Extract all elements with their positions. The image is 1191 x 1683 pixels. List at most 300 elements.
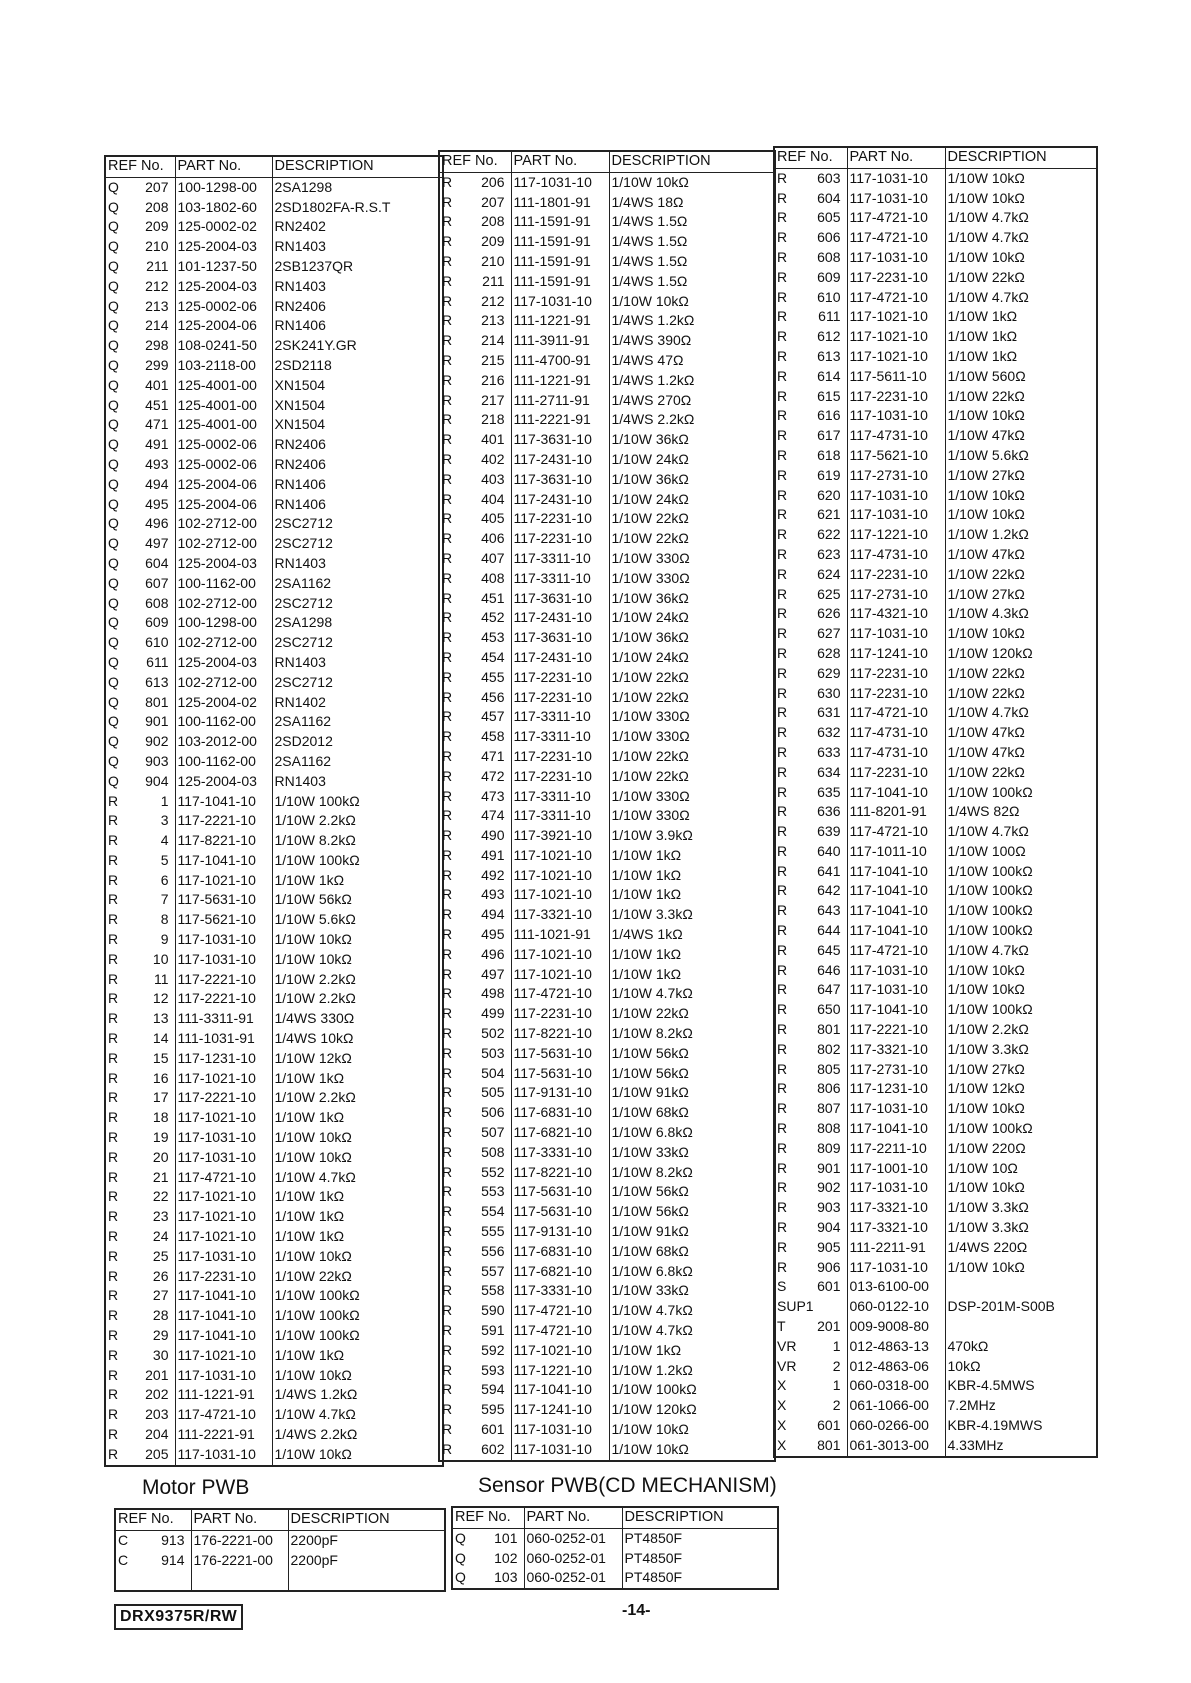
part-number-cell: 117-2231-10 <box>511 1004 609 1024</box>
table-row <box>774 1357 1097 1377</box>
ref-number: 632 <box>817 724 841 741</box>
table-row <box>105 613 443 633</box>
ref-prefix: R <box>108 871 119 888</box>
ref-number: 299 <box>145 356 169 373</box>
description-cell: 1/4WS 390Ω <box>611 332 692 349</box>
ref-cell <box>105 1049 175 1069</box>
table-row <box>105 1326 443 1346</box>
part-number-cell: 117-1241-10 <box>847 644 945 664</box>
table-row <box>439 1242 775 1262</box>
ref-cell <box>105 653 175 673</box>
ref-cell <box>774 1099 847 1119</box>
part-number-cell: 117-4721-10 <box>511 984 609 1004</box>
ref-number: 640 <box>817 842 841 859</box>
part-number-cell: 117-2231-10 <box>847 565 945 585</box>
part-number-cell: 117-2211-10 <box>847 1139 945 1159</box>
ref-cell <box>105 376 175 396</box>
part-number-cell: 111-1801-91 <box>511 193 609 213</box>
description-cell: 1/10W 4.7kΩ <box>611 1322 693 1339</box>
ref-number: 630 <box>817 684 841 701</box>
ref-number: 903 <box>145 752 169 769</box>
ref-number: 628 <box>817 644 841 661</box>
ref-prefix: R <box>777 1060 788 1077</box>
part-number-cell: 117-1041-10 <box>175 1326 272 1346</box>
ref-number: 611 <box>146 653 169 670</box>
ref-prefix: Q <box>108 436 119 453</box>
description-cell: 1/10W 330Ω <box>611 549 690 566</box>
description-cell: XN1504 <box>274 396 326 413</box>
ref-number: 402 <box>481 450 505 467</box>
part-number-cell: 111-2221-91 <box>511 410 609 430</box>
ref-prefix: Q <box>108 317 119 334</box>
part-number-cell: 061-1066-00 <box>847 1396 945 1416</box>
description-cell: 1/10W 330Ω <box>611 569 690 586</box>
table-row <box>105 177 443 197</box>
part-number-cell: 117-1021-10 <box>511 965 609 985</box>
part-number-cell: 117-1021-10 <box>511 846 609 866</box>
ref-cell <box>774 604 847 624</box>
table-header <box>452 1507 778 1528</box>
part-number-cell: 111-3311-91 <box>175 1009 272 1029</box>
part-number-cell: 111-8201-91 <box>847 802 945 822</box>
table-row <box>439 826 775 846</box>
ref-prefix: Q <box>108 396 119 413</box>
ref-number: 613 <box>145 673 169 690</box>
part-number-cell: 117-2231-10 <box>511 529 609 549</box>
ref-number: 214 <box>145 317 169 334</box>
description-cell: 1/10W 68kΩ <box>611 1242 689 1259</box>
ref-number: 601 <box>817 1417 841 1433</box>
part-number-cell: 060-0252-01 <box>524 1528 622 1548</box>
ref-prefix: R <box>108 812 119 829</box>
ref-cell <box>105 673 175 693</box>
description-cell: 1/10W 27kΩ <box>947 466 1025 483</box>
ref-prefix: R <box>108 891 119 908</box>
part-number-cell: 117-1031-10 <box>847 1099 945 1119</box>
ref-cell <box>439 410 511 430</box>
ref-number: 904 <box>817 1219 841 1236</box>
description-cell: 1/10W 10kΩ <box>611 173 689 190</box>
ref-number: 21 <box>152 1168 169 1185</box>
description-cell: 1/10W 4.7kΩ <box>947 941 1029 958</box>
ref-cell <box>774 624 847 644</box>
ref-number: 15 <box>152 1049 169 1066</box>
ref-cell <box>439 1301 511 1321</box>
part-number-cell: 012-4863-06 <box>847 1357 945 1377</box>
ref-cell <box>774 307 847 327</box>
part-number-cell: 125-2004-03 <box>175 772 272 792</box>
table-row <box>439 351 775 371</box>
table-row <box>774 406 1097 426</box>
ref-number: 506 <box>481 1104 505 1121</box>
ref-prefix: Q <box>108 495 119 512</box>
description-cell: 1/10W 1kΩ <box>274 1346 345 1363</box>
table-row <box>439 628 775 648</box>
description-cell: 1/10W 4.3kΩ <box>947 605 1029 622</box>
table-row <box>439 846 775 866</box>
ref-prefix: R <box>777 803 788 820</box>
ref-header: REF No. <box>115 1509 191 1530</box>
description-cell: 1/10W 22kΩ <box>611 1005 689 1022</box>
part-number-cell: 117-4731-10 <box>847 426 945 446</box>
ref-number: 492 <box>481 866 505 883</box>
part-number-cell: 100-1162-00 <box>175 712 272 732</box>
table-row <box>439 1380 775 1400</box>
ref-cell <box>439 589 511 609</box>
ref-cell <box>774 268 847 288</box>
ref-prefix: R <box>777 446 788 463</box>
ref-prefix: R <box>777 466 788 483</box>
ref-prefix: Q <box>108 574 119 591</box>
ref-prefix: R <box>777 308 788 325</box>
description-cell: 1/10W 47kΩ <box>947 427 1025 444</box>
table-row <box>439 1202 775 1222</box>
ref-number: 605 <box>817 209 841 226</box>
ref-number: 103 <box>494 1569 518 1586</box>
table-row <box>774 901 1097 921</box>
description-cell: 2SA1162 <box>274 713 332 730</box>
ref-prefix: R <box>108 1426 119 1442</box>
table-row <box>774 208 1097 228</box>
part-number-cell: 125-2004-06 <box>175 316 272 336</box>
part-number-cell: 111-1021-91 <box>511 925 609 945</box>
ref-cell <box>774 743 847 763</box>
table-row <box>105 1366 443 1386</box>
ref-prefix: Q <box>108 198 119 215</box>
part-header: PART No. <box>191 1509 288 1530</box>
ref-cell <box>774 1000 847 1020</box>
part-number-cell: 117-4731-10 <box>847 545 945 565</box>
description-cell: 2SC2712 <box>274 515 333 532</box>
table-row <box>774 565 1097 585</box>
ref-cell <box>105 1128 175 1148</box>
part-number-cell: 117-3331-10 <box>511 1281 609 1301</box>
desc-header: DESCRIPTION <box>945 147 1097 168</box>
description-cell: 1/4WS 330Ω <box>274 1010 355 1027</box>
ref-prefix: R <box>442 292 453 309</box>
part-number-cell: 012-4863-13 <box>847 1337 945 1357</box>
ref-prefix: R <box>108 1346 119 1363</box>
ref-prefix: R <box>442 708 453 725</box>
ref-number: 507 <box>481 1124 505 1141</box>
ref-prefix: R <box>777 684 788 701</box>
ref-number: 209 <box>481 233 505 250</box>
ref-prefix: R <box>108 1208 119 1225</box>
description-cell: 10kΩ <box>947 1357 981 1374</box>
ref-cell <box>439 490 511 510</box>
description-cell: 1/10W 36kΩ <box>611 589 689 606</box>
ref-prefix: R <box>442 1223 453 1240</box>
ref-header: REF No. <box>105 156 175 177</box>
ref-prefix: R <box>442 1421 453 1437</box>
part-number-cell: 117-1021-10 <box>511 866 609 886</box>
ref-cell <box>439 193 511 213</box>
table-row <box>105 772 443 792</box>
ref-number: 18 <box>152 1109 169 1126</box>
description-cell: 1/10W 22kΩ <box>274 1267 352 1284</box>
ref-number: 24 <box>152 1228 169 1245</box>
part-number-cell: 117-1041-10 <box>175 792 272 812</box>
ref-prefix: R <box>777 486 788 503</box>
description-cell <box>945 1317 1097 1337</box>
ref-number: 643 <box>817 902 841 919</box>
ref-prefix: R <box>777 1021 788 1038</box>
part-number-cell: 111-1591-91 <box>511 272 609 292</box>
part-number-cell: 117-6831-10 <box>511 1242 609 1262</box>
ref-number: 201 <box>817 1318 841 1335</box>
ref-prefix: R <box>442 1361 453 1378</box>
ref-prefix: R <box>442 1203 453 1220</box>
ref-cell <box>439 1064 511 1084</box>
ref-cell <box>105 1425 175 1445</box>
description-cell: 2SD2012 <box>274 733 333 750</box>
ref-cell <box>105 1286 175 1306</box>
description-cell: 1/10W 100kΩ <box>947 882 1033 899</box>
table-row <box>439 1262 775 1282</box>
ref-prefix: R <box>108 990 119 1007</box>
part-number-cell: 125-0002-06 <box>175 455 272 475</box>
ref-prefix: R <box>442 569 453 586</box>
ref-cell <box>105 1227 175 1247</box>
part-number-cell: 117-3311-10 <box>511 727 609 747</box>
description-cell: 1/10W 2.2kΩ <box>274 970 356 987</box>
ref-prefix: R <box>442 173 453 190</box>
part-number-cell: 117-9131-10 <box>511 1222 609 1242</box>
part-number-cell: 117-1031-10 <box>175 1128 272 1148</box>
description-cell <box>288 1570 445 1591</box>
part-number-cell: 117-1031-10 <box>847 961 945 981</box>
description-cell: 1/4WS 1kΩ <box>611 926 683 943</box>
ref-cell <box>439 628 511 648</box>
desc-header: DESCRIPTION <box>622 1507 778 1528</box>
part-number-cell: 117-4721-10 <box>847 228 945 248</box>
parts-table-1 <box>104 155 444 1467</box>
description-cell: 1/10W 100kΩ <box>274 851 360 868</box>
part-number-cell: 061-3013-00 <box>847 1436 945 1457</box>
ref-prefix: R <box>777 1040 788 1057</box>
table-row <box>105 890 443 910</box>
ref-cell <box>105 1168 175 1188</box>
ref-number: 458 <box>481 728 505 745</box>
ref-prefix: SUP1 <box>777 1298 814 1315</box>
ref-number: 806 <box>817 1080 841 1097</box>
table-row <box>774 347 1097 367</box>
table-row <box>105 277 443 297</box>
part-number-cell: 125-0002-06 <box>175 297 272 317</box>
description-cell: 1/4WS 1.5Ω <box>611 213 688 230</box>
part-number-cell: 100-1298-00 <box>175 613 272 633</box>
ref-number: 554 <box>481 1203 505 1220</box>
table-row <box>439 648 775 668</box>
ref-cell <box>439 1400 511 1420</box>
ref-cell <box>774 1040 847 1060</box>
ref-cell <box>439 945 511 965</box>
part-number-cell: 117-1021-10 <box>175 1108 272 1128</box>
ref-number: 210 <box>145 238 169 255</box>
ref-prefix: Q <box>108 376 119 393</box>
ref-prefix: R <box>442 609 453 626</box>
ref-prefix: R <box>442 1064 453 1081</box>
ref-prefix: R <box>777 664 788 681</box>
description-cell: 7.2MHz <box>947 1397 996 1414</box>
description-cell: 1/4WS 1.2kΩ <box>274 1386 358 1403</box>
description-cell: 2SK241Y.GR <box>274 337 357 354</box>
part-number-cell: 009-9008-80 <box>847 1317 945 1337</box>
description-cell: 1/10W 1kΩ <box>947 308 1018 325</box>
part-number-cell: 117-3631-10 <box>511 628 609 648</box>
ref-number: 19 <box>152 1129 169 1146</box>
ref-cell <box>105 831 175 851</box>
ref-prefix: R <box>442 1282 453 1299</box>
table-row <box>439 608 775 628</box>
part-number-cell: 117-1031-10 <box>511 1420 609 1440</box>
part-number-cell: 100-1298-00 <box>175 177 272 197</box>
ref-number: 202 <box>145 1386 169 1403</box>
part-number-cell: 103-2012-00 <box>175 732 272 752</box>
part-number-cell: 117-1231-10 <box>175 1049 272 1069</box>
description-cell: 1/10W 12kΩ <box>274 1049 352 1066</box>
ref-prefix: R <box>777 248 788 265</box>
ref-number: 619 <box>817 466 841 483</box>
part-number-cell: 111-1221-91 <box>511 371 609 391</box>
part-number-cell: 117-8221-10 <box>511 1024 609 1044</box>
part-number-cell: 117-1011-10 <box>847 842 945 862</box>
table-row <box>105 574 443 594</box>
table-row <box>774 327 1097 347</box>
ref-cell <box>105 1385 175 1405</box>
ref-prefix: R <box>108 1307 119 1324</box>
part-number-cell: 117-2221-10 <box>175 811 272 831</box>
description-cell: 1/10W 330Ω <box>611 728 690 745</box>
table-row <box>439 1440 775 1461</box>
part-number-cell: 117-8221-10 <box>511 1163 609 1183</box>
ref-cell <box>105 752 175 772</box>
part-number-cell: 176-2221-00 <box>191 1551 288 1571</box>
ref-prefix: R <box>777 387 788 404</box>
ref-prefix: R <box>108 1366 119 1383</box>
ref-prefix: R <box>442 866 453 883</box>
ref-prefix: R <box>777 1100 788 1117</box>
ref-prefix: R <box>442 312 453 329</box>
table-row <box>105 1385 443 1405</box>
table-row <box>439 1083 775 1103</box>
table-row <box>774 624 1097 644</box>
ref-prefix: Q <box>108 416 119 433</box>
part-number-cell: 117-2731-10 <box>847 466 945 486</box>
description-cell: 2SA1298 <box>274 614 333 631</box>
table-row <box>105 198 443 218</box>
part-number-cell: 176-2221-00 <box>191 1530 288 1550</box>
part-number-cell: 117-2431-10 <box>511 490 609 510</box>
ref-prefix: R <box>442 827 453 844</box>
table-row <box>105 435 443 455</box>
description-cell: 1/10W 22kΩ <box>611 767 689 784</box>
description-cell: 1/10W 22kΩ <box>611 530 689 547</box>
part-number-cell: 117-1031-10 <box>511 292 609 312</box>
ref-cell <box>774 921 847 941</box>
ref-cell <box>774 446 847 466</box>
ref-prefix: R <box>108 911 119 928</box>
part-number-cell: 117-4321-10 <box>847 604 945 624</box>
description-cell: 1/10W 4.7kΩ <box>611 1302 693 1319</box>
ref-prefix: R <box>442 1163 453 1180</box>
ref-number: 17 <box>152 1089 169 1106</box>
ref-cell <box>774 881 847 901</box>
ref-cell <box>439 1143 511 1163</box>
ref-cell <box>105 198 175 218</box>
ref-cell <box>774 288 847 308</box>
part-number-cell: 117-4731-10 <box>847 723 945 743</box>
description-cell: 1/4WS 18Ω <box>611 193 684 210</box>
part-number-cell: 117-1021-10 <box>175 871 272 891</box>
part-number-cell: 117-6821-10 <box>511 1262 609 1282</box>
description-cell: 1/10W 1kΩ <box>274 1188 345 1205</box>
ref-prefix: R <box>442 252 453 269</box>
ref-prefix: R <box>108 1030 119 1047</box>
description-cell: 2SD2118 <box>274 356 332 373</box>
ref-number: 610 <box>817 288 841 305</box>
ref-prefix: R <box>777 783 788 800</box>
description-cell: 1/10W 22kΩ <box>611 668 689 685</box>
table-row <box>774 1020 1097 1040</box>
description-cell: 1/10W 91kΩ <box>611 1084 689 1101</box>
ref-number: 407 <box>481 549 505 566</box>
ref-cell <box>105 890 175 910</box>
part-number-cell: 103-1802-60 <box>175 198 272 218</box>
ref-prefix: R <box>777 862 788 879</box>
table-row <box>105 495 443 515</box>
table-row <box>105 970 443 990</box>
table-row <box>439 529 775 549</box>
ref-number: 634 <box>817 763 841 780</box>
ref-number: 646 <box>817 961 841 978</box>
ref-cell <box>774 486 847 506</box>
description-cell: 1/10W 4.7kΩ <box>947 823 1029 840</box>
description-cell: RN1403 <box>274 772 326 789</box>
ref-cell <box>439 371 511 391</box>
table-row <box>774 703 1097 723</box>
ref-number: 617 <box>817 427 841 444</box>
part-number-cell: 117-1031-10 <box>847 980 945 1000</box>
ref-number: 493 <box>481 886 505 903</box>
table-row <box>439 212 775 232</box>
ref-number: 207 <box>145 178 169 195</box>
part-number-cell: 117-1031-10 <box>175 1148 272 1168</box>
description-cell: 1/10W 100kΩ <box>274 792 360 809</box>
table-row <box>774 644 1097 664</box>
description-cell: 1/10W 8.2kΩ <box>274 832 356 849</box>
description-cell: 1/10W 1kΩ <box>274 1208 345 1225</box>
table-row <box>105 1207 443 1227</box>
ref-prefix: X <box>777 1436 787 1453</box>
ref-cell <box>105 811 175 831</box>
description-cell: RN1403 <box>274 238 326 255</box>
ref-cell <box>774 684 847 704</box>
table-row <box>105 1247 443 1267</box>
ref-cell <box>774 466 847 486</box>
ref-number: 557 <box>481 1262 505 1279</box>
description-cell: 1/10W 4.7kΩ <box>274 1168 356 1185</box>
ref-prefix: R <box>442 767 453 784</box>
description-cell: 1/10W 24kΩ <box>611 648 689 665</box>
description-cell: 1/10W 4.7kΩ <box>947 209 1029 226</box>
table-row <box>105 1009 443 1029</box>
ref-number: 601 <box>817 1278 841 1295</box>
ref-prefix: Q <box>108 634 119 651</box>
part-number-cell: 117-4721-10 <box>175 1168 272 1188</box>
description-cell: 1/10W 3.3kΩ <box>947 1219 1029 1236</box>
part-number-cell: 117-1041-10 <box>847 1119 945 1139</box>
